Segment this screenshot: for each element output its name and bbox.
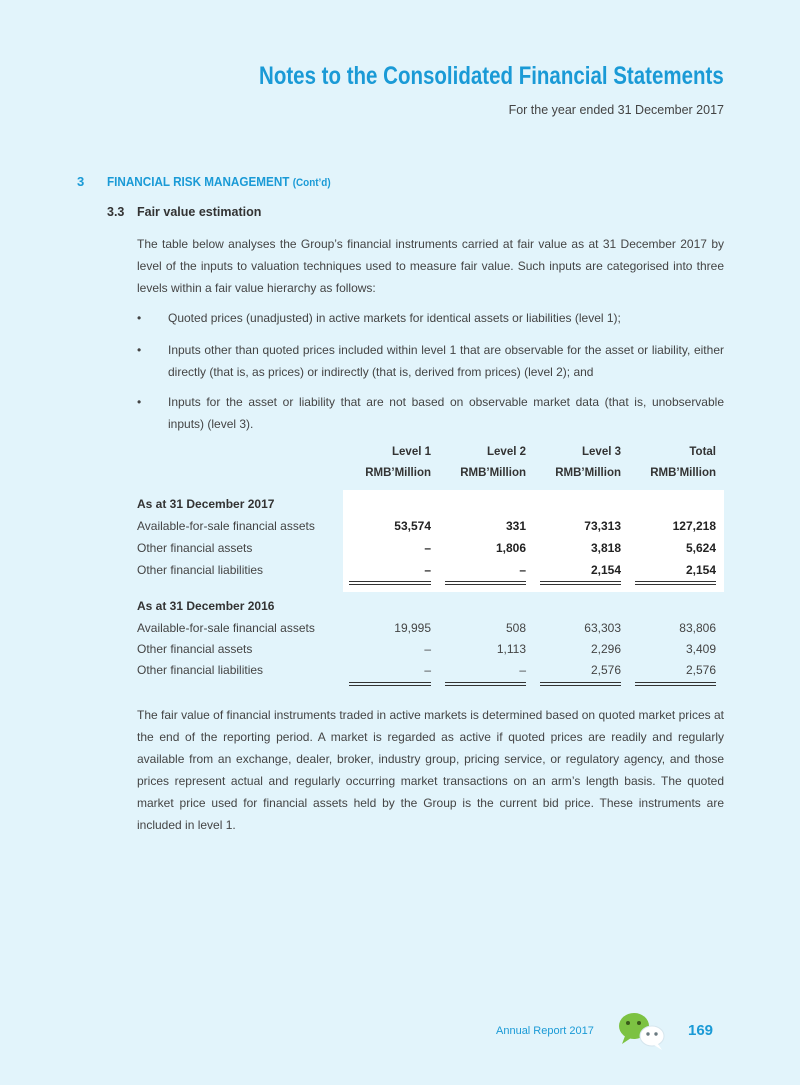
double-underline (445, 581, 526, 585)
cell-level3: 3,818 (590, 541, 621, 555)
group-heading-2017: As at 31 December 2017 (137, 497, 275, 511)
column-header-total: Total (689, 446, 716, 458)
cell-level3: 73,313 (584, 519, 621, 533)
cell-level1: – (424, 563, 431, 577)
page-subtitle: For the year ended 31 December 2017 (508, 103, 724, 117)
cell-level3: 2,576 (590, 663, 621, 677)
wechat-logo-icon (614, 1008, 670, 1052)
cell-total: 83,806 (679, 621, 716, 635)
cell-level1: – (424, 663, 431, 677)
cell-level2: 1,113 (496, 642, 526, 656)
page-title: Notes to the Consolidated Financial Statements (259, 62, 724, 90)
intro-paragraph: The table below analyses the Group’s financial instruments carried at fair value as at 31 December 2017 by level of the inputs to valuation techniques used to measure fair value. Such inputs are categorised into three levels within a fair value hierarchy as follows: (137, 237, 724, 295)
cell-level1: – (424, 541, 431, 555)
row-label: Available-for-sale financial assets (137, 621, 315, 635)
row-label: Available-for-sale financial assets (137, 519, 315, 533)
column-unit: RMB’Million (555, 467, 621, 479)
group-heading-2016: As at 31 December 2016 (137, 599, 275, 613)
row-label: Other financial assets (137, 642, 253, 656)
cell-total: 5,624 (685, 541, 716, 555)
cell-level2: 331 (505, 519, 526, 533)
double-underline (540, 682, 621, 686)
cell-level2: – (519, 663, 526, 677)
cell-level3: 63,303 (584, 621, 621, 635)
section-title (107, 174, 331, 189)
row-label: Other financial liabilities (137, 563, 264, 577)
column-header-level2: Level 2 (487, 446, 526, 458)
row-label: Other financial assets (137, 541, 253, 555)
bullet-item (137, 339, 724, 383)
cell-level3: 2,154 (590, 563, 621, 577)
double-underline (349, 682, 431, 686)
subsection-title: Fair value estimation (137, 205, 262, 219)
bullet-text: Quoted prices (unadjusted) in active markets for identical assets or liabilities (level 1); (168, 311, 621, 325)
column-unit: RMB’Million (650, 467, 716, 479)
cell-total: 2,154 (685, 563, 716, 577)
bullet-text: Inputs other than quoted prices included within level 1 that are observable for the asset or liability, either directly (that is, as prices) or indirectly (that is, derived from prices) (level 2); and (168, 343, 724, 379)
cell-level1: 19,995 (394, 621, 431, 635)
cell-level3: 2,296 (590, 642, 621, 656)
bullet-icon: • (137, 343, 142, 357)
page-number: 169 (688, 1022, 714, 1039)
table-highlight-panel (343, 490, 724, 592)
column-header-level1: Level 1 (392, 446, 431, 458)
cell-level2: – (519, 563, 526, 577)
double-underline (445, 682, 526, 686)
outro-paragraph: The fair value of financial instruments traded in active markets is determined based on quoted market prices at the end of the reporting period. A market is regarded as active if quoted prices are readily and regularly available from an exchange, dealer, broker, industry group, pricing service, or regulatory agency, and those prices represent actual and regularly occurring market transactions on an arm’s length basis. The quoted market price used for financial assets held by the Group is the current bid price. These instruments are included in level 1. (137, 708, 724, 832)
row-label: Other financial liabilities (137, 663, 264, 677)
bullet-icon: • (137, 311, 142, 325)
section-number: 3 (77, 174, 85, 189)
column-header-level3: Level 3 (582, 446, 621, 458)
cell-level2: 508 (505, 621, 526, 635)
section-cont-label: (Cont’d) (292, 177, 331, 189)
cell-total: 3,409 (685, 642, 716, 656)
section-title-text: FINANCIAL RISK MANAGEMENT (107, 174, 290, 189)
double-underline (540, 581, 621, 585)
cell-total: 2,576 (685, 663, 716, 677)
bullet-item (137, 391, 724, 435)
bullet-text: Inputs for the asset or liability that are not based on observable market data (that is, unobservable inputs) (level 3). (168, 395, 724, 431)
cell-level1: – (424, 642, 431, 656)
double-underline (635, 581, 716, 585)
column-unit: RMB’Million (460, 467, 526, 479)
cell-total: 127,218 (672, 519, 716, 533)
subsection-number: 3.3 (107, 205, 125, 219)
footer-report-label: Annual Report 2017 (496, 1025, 594, 1037)
bullet-item (137, 307, 724, 329)
cell-level2: 1,806 (495, 541, 526, 555)
double-underline (635, 682, 716, 686)
column-unit: RMB’Million (365, 467, 431, 479)
double-underline (349, 581, 431, 585)
bullet-icon: • (137, 395, 142, 409)
cell-level1: 53,574 (394, 519, 431, 533)
